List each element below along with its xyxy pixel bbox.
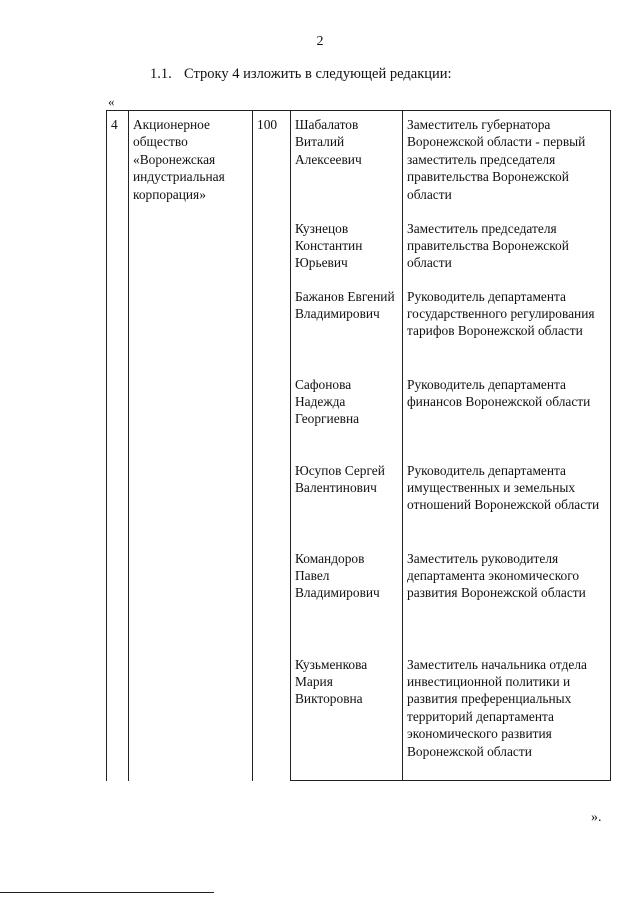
committee-table xyxy=(106,110,611,781)
member-position: Руководитель департамента имущественных и земельных отношений Воронежской области xyxy=(403,457,611,545)
member-position: Руководитель департамента финансов Воронежской области xyxy=(403,371,611,457)
opening-quote: « xyxy=(108,94,115,109)
member-name: Кузьменкова Мария Викторовна xyxy=(291,651,403,781)
organization-cell: Акционерное общество «Воронежская индустриальная корпорация» xyxy=(129,111,253,781)
instruction-text: Строку 4 изложить в следующей редакции: xyxy=(184,66,452,82)
share-cell: 100 xyxy=(253,111,291,781)
member-position: Заместитель председателя правительства Воронежской области xyxy=(403,215,611,283)
closing-quote: ». xyxy=(591,810,602,825)
member-name: Сафонова Надежда Георгиевна xyxy=(291,371,403,457)
member-position: Заместитель губернатора Воронежской области - первый заместитель председателя правительства Воронежской области xyxy=(403,111,611,215)
member-name: Кузнецов Константин Юрьевич xyxy=(291,215,403,283)
member-name: Шабалатов Виталий Алексеевич xyxy=(291,111,403,215)
amendment-instruction xyxy=(150,66,452,83)
member-name: Бажанов Евгений Владимирович xyxy=(291,283,403,371)
member-name: Юсупов Сергей Валентинович xyxy=(291,457,403,545)
footnote-separator xyxy=(0,892,214,893)
member-name: Командоров Павел Владимирович xyxy=(291,545,403,651)
page-number: 2 xyxy=(316,34,324,49)
member-position: Заместитель начальника отдела инвестиционной политики и развития преференциальных территорий департамента экономического развития Воронежской области xyxy=(403,651,611,781)
member-position: Руководитель департамента государственного регулирования тарифов Воронежской области xyxy=(403,283,611,371)
instruction-number: 1.1. xyxy=(150,66,172,82)
row-number-cell: 4 xyxy=(107,111,129,781)
member-position: Заместитель руководителя департамента экономического развития Воронежской области xyxy=(403,545,611,651)
table-row xyxy=(107,111,611,215)
